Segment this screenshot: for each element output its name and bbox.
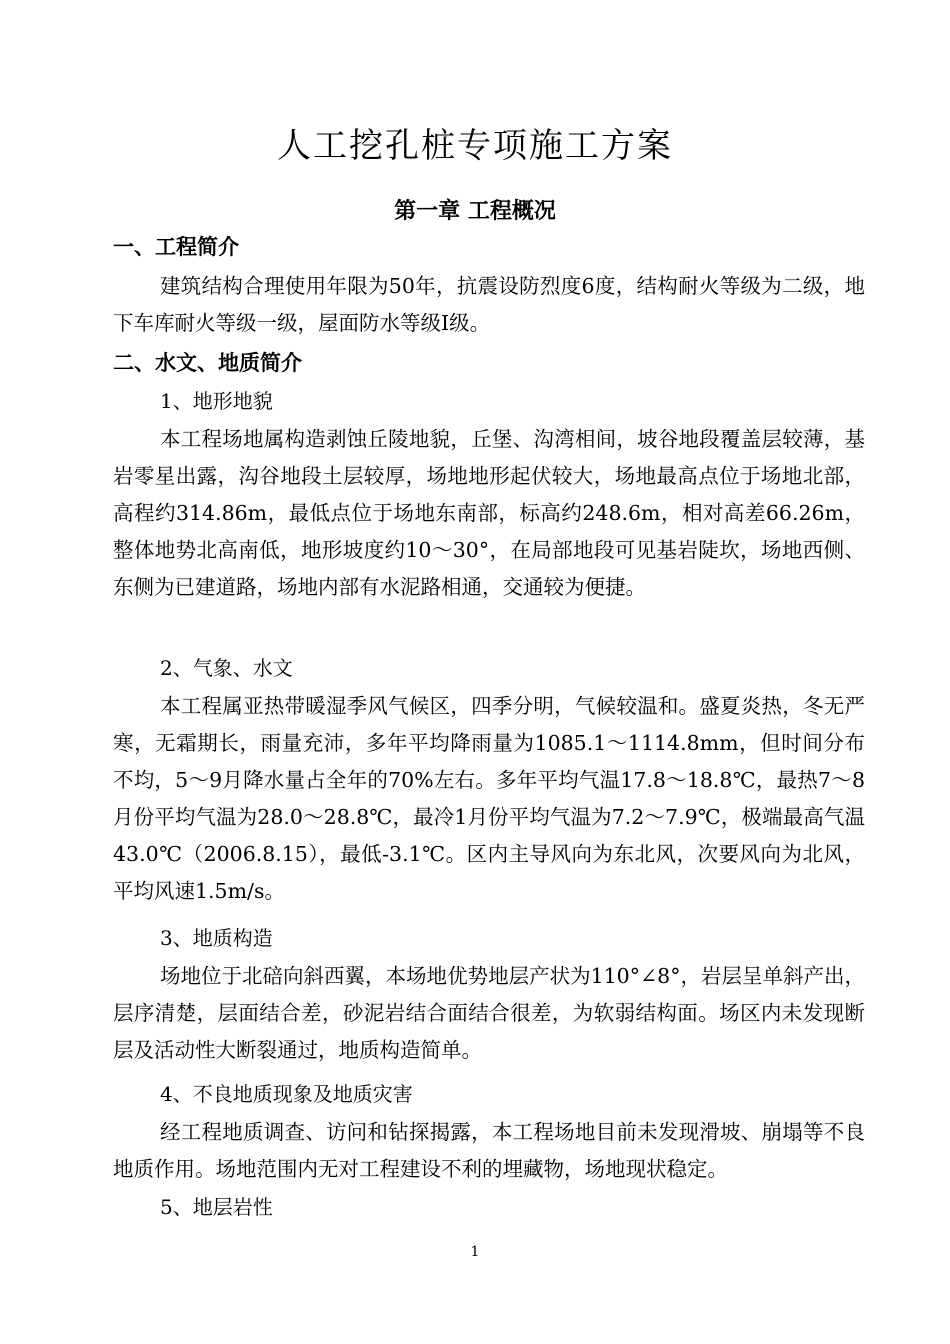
subheading-climate: 2、气象、水文 [160,656,293,680]
subheading-geology: 3、地质构造 [160,926,273,950]
chapter-heading: 第一章 工程概况 [394,198,556,224]
paragraph-topography: 本工程场地属构造剥蚀丘陵地貌，丘堡、沟湾相间，坡谷地段覆盖层较薄，基岩零星出露，沟谷地段土层较厚，场地地形起伏较大，场地最高点位于场地北部，高程约314.86m，最低点位于场地东南部，标高约248.6m，相对高差66.26m，整体地势北高南低，地形坡度约10～30°，在局部地段可见基岩陡坎，场地西侧、东侧为已建道路，场地内部有水泥路相通，交通较为便捷。 [113,427,865,599]
paragraph-climate: 本工程属亚热带暖湿季风气候区，四季分明，气候较温和。盛夏炎热，冬无严寒，无霜期长，雨量充沛，多年平均降雨量为1085.1～1114.8mm，但时间分布不均，5～9月降水量占全年的70%左右。多年平均气温17.8～18.8℃，最热7～8月份平均气温为28.0～28.8℃，最冷1月份平均气温为7.2～7.9℃，极端最高气温43.0℃（2006.8.15），最低-3.1℃。区内主导风向为东北风，次要风向为北风，平均风速1.5m/s。 [113,694,865,903]
section-heading-hydrogeology: 二、水文、地质简介 [113,350,302,375]
page-number: 1 [470,1244,480,1260]
subheading-topography: 1、地形地貌 [160,389,273,413]
section-heading-overview: 一、工程简介 [113,234,239,259]
subheading-strata: 5、地层岩性 [160,1195,273,1219]
paragraph-geology: 场地位于北碚向斜西翼，本场地优势地层产状为110°∠8°，岩层呈单斜产出，层序清楚，层面结合差，砂泥岩结合面结合很差，为软弱结构面。场区内未发现断层及活动性大断裂通过，地质构造简单。 [113,964,865,1062]
document-title: 人工挖孔桩专项施工方案 [277,126,673,166]
paragraph-hazards: 经工程地质调查、访问和钻探揭露，本工程场地目前未发现滑坡、崩塌等不良地质作用。场地范围内无对工程建设不利的埋藏物，场地现状稳定。 [113,1120,865,1181]
paragraph-overview: 建筑结构合理使用年限为50年，抗震设防烈度6度，结构耐火等级为二级，地下车库耐火等级一级，屋面防水等级Ⅰ级。 [113,274,865,335]
subheading-hazards: 4、不良地质现象及地质灾害 [160,1082,413,1106]
